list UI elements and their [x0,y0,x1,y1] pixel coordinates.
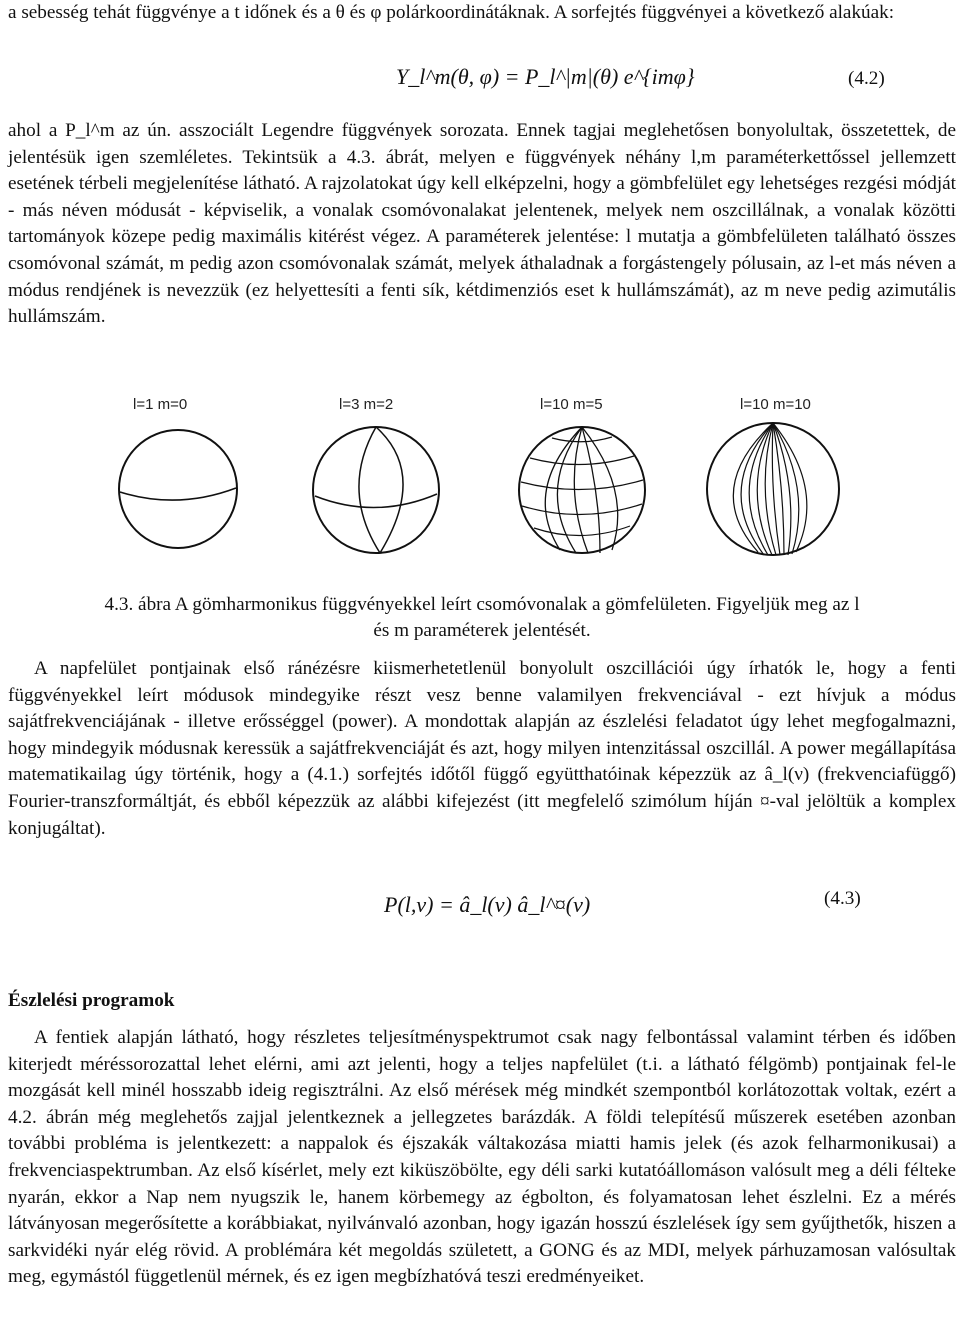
figure-caption-line1: 4.3. ábra A gömharmonikus függvényekkel leírt csomóvonalak a gömfelületen. Figyeljük meg az l [104,594,860,615]
sphere-l1-m0 [117,428,239,550]
intro-text: a sebesség tehát függvénye a t időnek és a θ és φ polárkoordinátáknak. A sorfejtés függvényei a következő alakúak: [8,2,895,23]
equation-4-3-number: (4.3) [824,888,861,909]
section-heading: Észlelési programok [8,990,175,1011]
sphere-l10-m10 [704,420,842,558]
equation-4-2 [396,64,695,90]
sphere-label-3: l=10 m=5 [540,396,603,413]
sphere-l3-m2 [310,424,442,556]
sphere-label-2: l=3 m=2 [339,396,394,413]
paragraph-power: A napfelület pontjainak első ránézésre kiismerhetetlenül bonyolult oszcillációi úgy írhatók le, hogy a fenti függvényekkel leírt módusok mindegyike részt vesz benne valamilyen frekvenciával - ezt hívjuk a módus sajátfrekvenciájának - illetve erősséggel (power). A mondottak alapján az észlelési feladatot úgy lehet megfogalmazni, hogy mindegyik módusnak keressük a sajátfrekvenciáját és azt, hogy milyen intenzitással oszcillál. A power megállapítása matematikailag úgy történik, hogy a (4.1.) sorfejtés időtől függő együtthatóinak képezzük az â_l(ν) (frekvenciafüggő) Fourier-transzformáltját, és ebből képezzük az alábbi kifejezést (itt megfelelő szimólum híján ¤-val jelöltük a komplex konjugáltat). [8,658,956,839]
sphere-l10-m5 [516,424,648,556]
equation-4-3-formula: P(l,ν) = â_l(ν) â_l^¤(ν) [384,892,591,917]
body-paragraph: ahol a P_l^m az ún. asszociált Legendre függvények sorozata. Ennek tagjai meglehetősen bonyolultak, összetettek, de jelentésük igen szemléletes. Tekintsük a 4.3. ábrát, melyen e függvények néhány l,m paraméterkettőssel jellemzett esetének térbeli megjelenítése látható. A rajzolatokat úgy kell elképzelni, hogy a gömbfelület egy lehetséges rezgési módját - más néven módusát - képviselik, a vonalak csomóvonalakat jelentenek, melyek nem oszcillálnak, a vonalak közötti tartományok közepe pedig maximális kitérést végez. A paraméterek jelentése: l mutatja a gömbfelületen található összes csomóvonal számát, m pedig azon csomóvonalak számát, melyek áthaladnak a forgástengely pólusain, az l-et más néven a módus rendjének is nevezzük (ez helyettesíti a fenti sík, kétdimenziós eset k hullámszámát), az m neve pedig azimutális hullámszám. [8,120,956,328]
section-paragraph: A fentiek alapján látható, hogy részletes teljesítményspektrumot csak nagy felbontással valamint térben és időben kiterjedt méréssorozattal lehet elérni, ami azt jelenti, hogy a teljes napfelület (t.i. a látható félgömb) pontjainak fel-le mozgását kell minél hosszabb ideig regisztrálni. Az első mérések még mindkét szempontból korlátozottak voltak, ezért a 4.2. ábrán még meglehetős zajjal jelentkeznek a jellegzetes barázdák. A földi telepítésű műszerek esetében azonban további probléma is jelentkezett: a nappalok és éjszakák váltakozása miatti hamis jelek (és azok felharmonikusai) a frekvenciaspektrumban. Az első kísérlet, mely ezt kiküszöbölte, egy déli sarki kutatóállomáson valósult meg a déli félteke nyarán, ekkor a Nap nem nyugszik le, hanem körbemegy az égbolton, és folyamatosan lehet észlelni. Ez a mérés látványosan megerősítette a korábbiakat, nyilvánvaló azonban, hogy igazán hosszú észlelések így sem gyűjthetők, hiszen a sarkvidéki nyár elég rövid. A problémára két megoldás született, a GONG és az MDI, melyek párhuzamosan valósultak meg, egymástól függetlenül mérnek, és ez igen megbízhatóvá teszi eredményeiket. [8,1027,956,1288]
sphere-label-4: l=10 m=10 [740,396,811,413]
equation-4-2-formula: Y_l^m(θ, φ) = P_l^|m|(θ) e^{imφ} [396,64,695,89]
equation-4-2-number: (4.2) [848,68,885,89]
sphere-label-1: l=1 m=0 [133,396,188,413]
figure-caption-line2: és m paraméterek jelentését. [373,620,591,641]
equation-4-3 [384,892,590,918]
